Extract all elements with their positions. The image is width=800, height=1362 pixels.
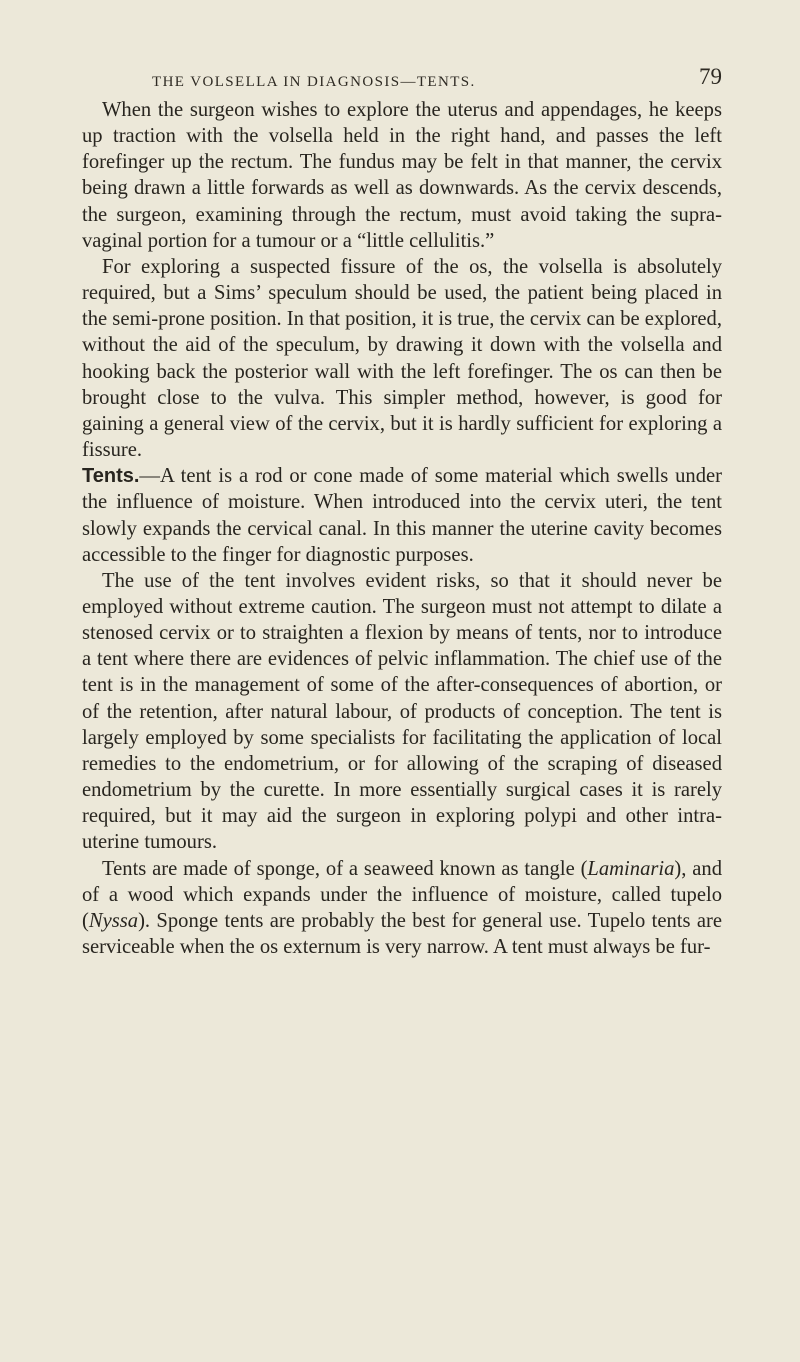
paragraph-3-text: —A tent is a rod or cone made of some material which swells under the influence of moisture. When introduced into the cervix uteri, the tent slowly expands the cervical canal. In this manner the uterine cavity becomes accessible to the finger for diagnostic purposes. bbox=[82, 465, 722, 566]
paragraph-5-text-b: ), and of a wood which expands under the influence of moisture, called tupelo ( bbox=[82, 857, 722, 932]
paragraph-3 bbox=[82, 463, 722, 568]
paragraph-5-text-c: ). Sponge tents are probably the best for general use. Tupelo tents are serviceable when the os externum is very narrow. A tent must always be fur- bbox=[82, 909, 722, 958]
term-nyssa: Nyssa bbox=[88, 909, 139, 932]
paragraph-5 bbox=[82, 856, 722, 961]
page-header bbox=[82, 60, 722, 100]
paragraph-1: When the surgeon wishes to explore the uterus and appendages, he keeps up traction with the volsella held in the right hand, and passes the left forefinger up the rectum. The fundus may be felt in that manner, the cervix being drawn a little forwards as well as downwards. As the cervix descends, the surgeon, examining through the rectum, must avoid taking the supra-vaginal portion for a tumour or a “little cellulitis.” bbox=[82, 99, 722, 252]
running-head: THE VOLSELLA IN DIAGNOSIS—TENTS. bbox=[152, 74, 476, 90]
section-heading-tents: Tents. bbox=[82, 465, 140, 488]
paragraph-4: The use of the tent involves evident risks, so that it should never be employed without extreme caution. The surgeon must not attempt to dilate a stenosed cervix or to straighten a flexion by means of tents, nor to introduce a tent where there are evidences of pelvic inflammation. The chief use of the tent is in the management of some of the after-consequences of abortion, or of the retention, after natural labour, of products of conception. The tent is largely employed by some specialists for facilitating the application of local remedies to the endometrium, or for allowing of the scraping of diseased endometrium by the curette. In more essentially surgical cases it is rarely required, but it may aid the surgeon in exploring polypi and other intra-uterine tumours. bbox=[82, 569, 722, 854]
term-laminaria: Laminaria bbox=[587, 857, 675, 880]
paragraph-5-text-a: Tents are made of sponge, of a seaweed known as tangle ( bbox=[102, 857, 588, 880]
page-number: 79 bbox=[699, 64, 722, 89]
paragraph-2: For exploring a suspected fissure of the os, the volsella is absolutely required, but a Sims’ speculum should be used, the patient being placed in the semi-prone position. In that position, it is true, the cervix can be explored, without the aid of the speculum, by drawing it down with the volsella and hooking back the posterior wall with the left forefinger. The os can then be brought close to the vulva. This simpler method, however, is good for gaining a general view of the cervix, but it is hardly sufficient for exploring a fissure. bbox=[82, 255, 722, 462]
body-text bbox=[82, 97, 722, 960]
